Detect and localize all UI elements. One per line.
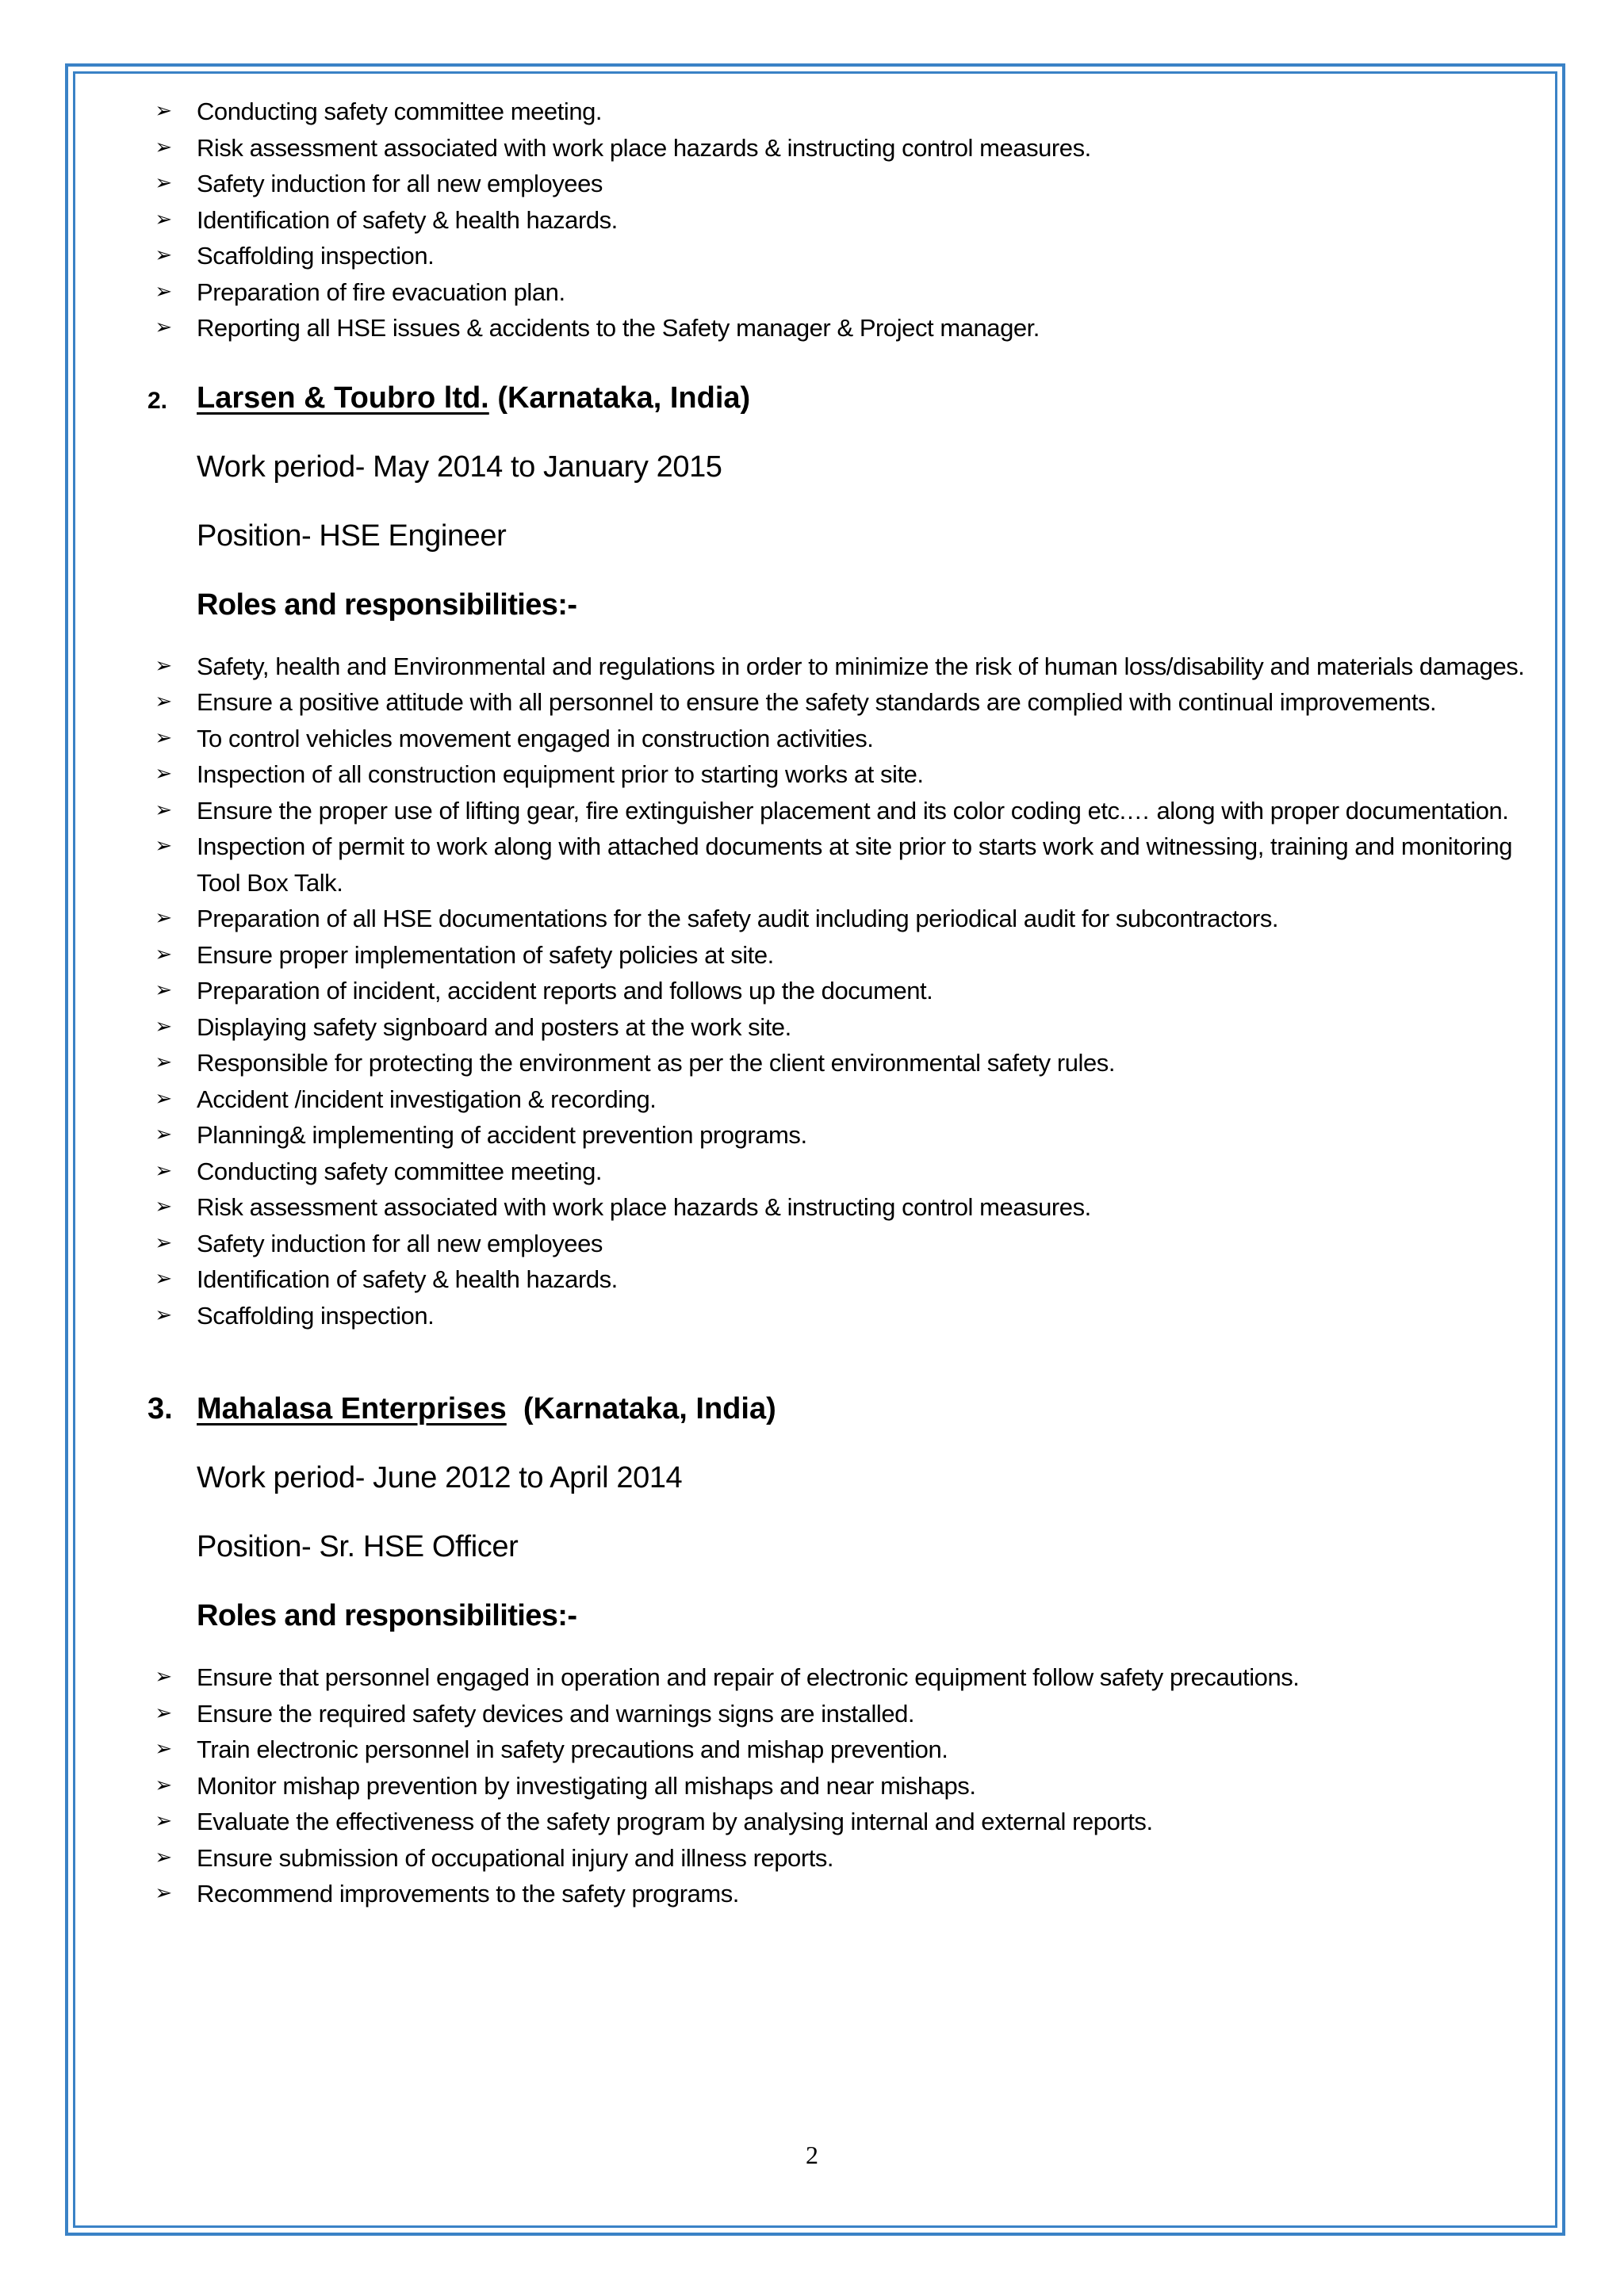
list-item: ➢ Risk assessment associated with work place hazards & instructing control measures. xyxy=(147,130,1543,166)
section3-location: (Karnataka, India) xyxy=(523,1392,776,1425)
list-item: ➢ Monitor mishap prevention by investigating all mishaps and near mishaps. xyxy=(147,1768,1543,1804)
arrowhead-bullet-icon: ➢ xyxy=(155,1123,172,1146)
list-item: ➢ Evaluate the effectiveness of the safety program by analysing internal and external reports. xyxy=(147,1804,1543,1840)
arrowhead-bullet-icon: ➢ xyxy=(155,279,172,304)
arrowhead-bullet-icon: ➢ xyxy=(155,690,172,714)
list-item: ➢ Ensure that personnel engaged in operation and repair of electronic equipment follow safety precautions. xyxy=(147,1659,1543,1696)
list-item: ➢ Ensure a positive attitude with all personnel to ensure the safety standards are complied with continual improvements. xyxy=(147,684,1543,721)
arrowhead-bullet-icon: ➢ xyxy=(155,99,172,123)
section3-position: Position- Sr. HSE Officer xyxy=(197,1530,519,1563)
list-item: ➢ Preparation of all HSE documentations for the safety audit including periodical audit for subcontractors. xyxy=(147,901,1543,937)
list-item: ➢ Accident /incident investigation & recording. xyxy=(147,1081,1543,1118)
list-item: ➢ Inspection of all construction equipment prior to starting works at site. xyxy=(147,756,1543,793)
list-item: ➢ Conducting safety committee meeting. xyxy=(147,94,1543,130)
arrowhead-bullet-icon: ➢ xyxy=(155,1737,172,1761)
arrowhead-bullet-icon: ➢ xyxy=(155,725,172,750)
list-item: ➢ Identification of safety & health hazards. xyxy=(147,202,1543,239)
arrowhead-bullet-icon: ➢ xyxy=(155,207,172,232)
arrowhead-bullet-icon: ➢ xyxy=(155,171,172,195)
arrowhead-bullet-icon: ➢ xyxy=(155,1809,172,1833)
section2-work-period: Work period- May 2014 to January 2015 xyxy=(197,450,722,484)
section2-location: (Karnataka, India) xyxy=(497,381,751,415)
arrowhead-bullet-icon: ➢ xyxy=(155,1845,172,1869)
list-item: ➢ Preparation of fire evacuation plan. xyxy=(147,274,1543,311)
list-item: ➢ Ensure proper implementation of safety policies at site. xyxy=(147,937,1543,974)
arrowhead-bullet-icon: ➢ xyxy=(155,798,172,822)
section3-roles-heading: Roles and responsibilities:- xyxy=(197,1599,577,1632)
list-item: ➢ Reporting all HSE issues & accidents to the Safety manager & Project manager. xyxy=(147,310,1543,346)
list-item: ➢ Displaying safety signboard and posters at the work site. xyxy=(147,1009,1543,1046)
section3-company-name: Mahalasa Enterprises xyxy=(197,1392,507,1425)
resume-page-content xyxy=(147,94,1543,1912)
arrowhead-bullet-icon: ➢ xyxy=(155,978,172,1002)
list-item: ➢ Ensure submission of occupational injury and illness reports. xyxy=(147,1840,1543,1877)
section3-responsibilities xyxy=(147,1659,1543,1912)
list-item: ➢ Responsible for protecting the environment as per the client environmental safety rules. xyxy=(147,1045,1543,1081)
arrowhead-bullet-icon: ➢ xyxy=(155,906,172,930)
arrowhead-bullet-icon: ➢ xyxy=(155,1158,172,1183)
arrowhead-bullet-icon: ➢ xyxy=(155,1303,172,1327)
arrowhead-bullet-icon: ➢ xyxy=(155,1014,172,1039)
section2-number: 2. xyxy=(147,387,168,414)
arrowhead-bullet-icon: ➢ xyxy=(155,316,172,339)
section2-company-name: Larsen & Toubro ltd. xyxy=(197,381,489,415)
arrowhead-bullet-icon: ➢ xyxy=(155,653,172,678)
list-item: ➢ Scaffolding inspection. xyxy=(147,238,1543,274)
arrowhead-bullet-icon: ➢ xyxy=(155,762,172,786)
section3-number: 3. xyxy=(147,1392,173,1425)
list-item: ➢ Identification of safety & health hazards. xyxy=(147,1261,1543,1298)
section1-responsibilities xyxy=(147,94,1543,346)
arrowhead-bullet-icon: ➢ xyxy=(155,1665,172,1689)
list-item: ➢ Train electronic personnel in safety precautions and mishap prevention. xyxy=(147,1732,1543,1768)
section3-company-heading xyxy=(147,1389,1543,1429)
list-item: ➢ Preparation of incident, accident reports and follows up the document. xyxy=(147,973,1543,1009)
arrowhead-bullet-icon: ➢ xyxy=(155,1881,172,1905)
section3-work-period: Work period- June 2012 to April 2014 xyxy=(197,1461,683,1494)
arrowhead-bullet-icon: ➢ xyxy=(155,1230,172,1255)
arrowhead-bullet-icon: ➢ xyxy=(155,1701,172,1725)
list-item: ➢ Inspection of permit to work along with attached documents at site prior to starts work and witnessing, training and monitoring Tool Box Talk. xyxy=(147,828,1543,901)
arrowhead-bullet-icon: ➢ xyxy=(155,1050,172,1074)
arrowhead-bullet-icon: ➢ xyxy=(155,834,172,858)
list-item: ➢ Safety, health and Environmental and regulations in order to minimize the risk of human loss/disability and materials damages. xyxy=(147,649,1543,685)
arrowhead-bullet-icon: ➢ xyxy=(155,1195,172,1219)
arrowhead-bullet-icon: ➢ xyxy=(155,1773,172,1797)
list-item: ➢ Ensure the proper use of lifting gear, fire extinguisher placement and its color coding etc.… along with proper documentation. xyxy=(147,793,1543,829)
list-item: ➢ Ensure the required safety devices and warnings signs are installed. xyxy=(147,1696,1543,1732)
list-item: ➢ To control vehicles movement engaged in construction activities. xyxy=(147,721,1543,757)
section2-position: Position- HSE Engineer xyxy=(197,519,507,553)
list-item: ➢ Safety induction for all new employees xyxy=(147,166,1543,202)
arrowhead-bullet-icon: ➢ xyxy=(155,243,172,267)
list-item: ➢ Safety induction for all new employees xyxy=(147,1226,1543,1262)
arrowhead-bullet-icon: ➢ xyxy=(155,1086,172,1111)
list-item: ➢ Conducting safety committee meeting. xyxy=(147,1154,1543,1190)
section2-company-heading xyxy=(147,378,1543,418)
section2-roles-heading: Roles and responsibilities:- xyxy=(197,587,577,622)
section2-responsibilities xyxy=(147,649,1543,1334)
arrowhead-bullet-icon: ➢ xyxy=(155,1267,172,1291)
list-item: ➢ Recommend improvements to the safety programs. xyxy=(147,1876,1543,1912)
list-item: ➢ Planning& implementing of accident prevention programs. xyxy=(147,1117,1543,1154)
list-item: ➢ Scaffolding inspection. xyxy=(147,1298,1543,1334)
page-number: 2 xyxy=(806,2141,818,2169)
list-item: ➢ Risk assessment associated with work place hazards & instructing control measures. xyxy=(147,1189,1543,1226)
arrowhead-bullet-icon: ➢ xyxy=(155,942,172,966)
arrowhead-bullet-icon: ➢ xyxy=(155,135,172,159)
